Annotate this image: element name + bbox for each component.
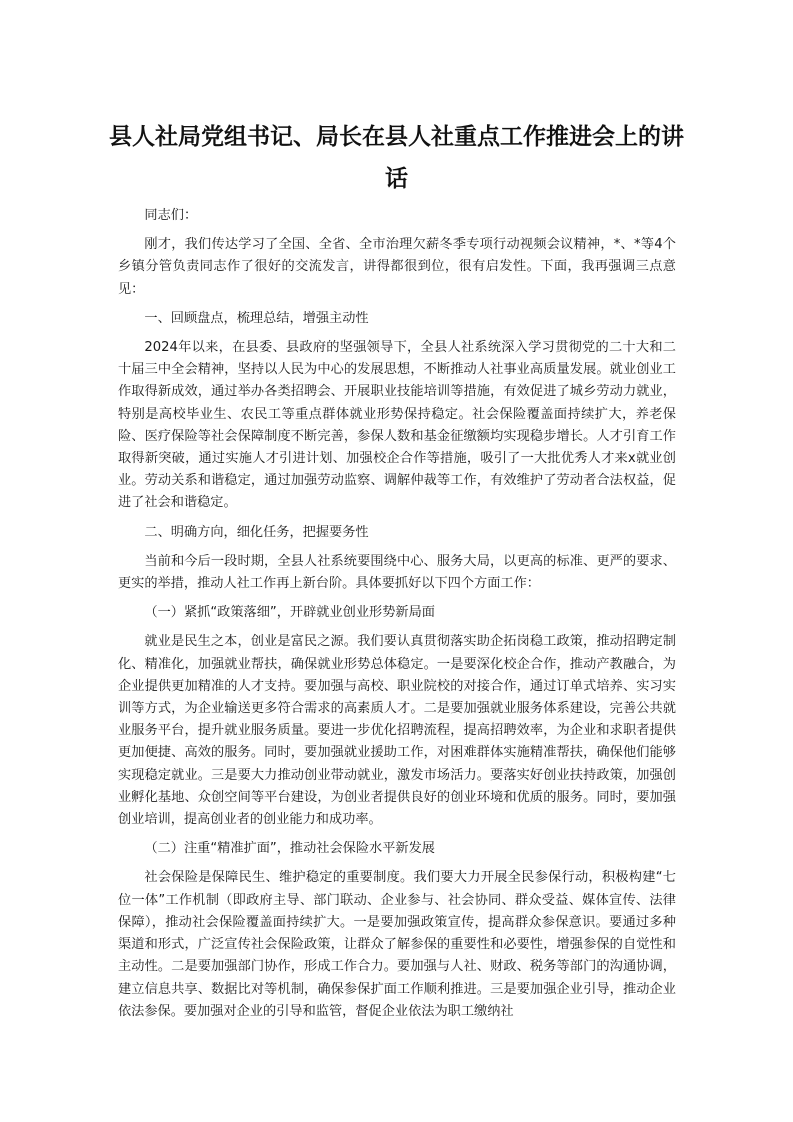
subsection-heading-1: （一）紧抓“政策落细”，开辟就业创业形势新局面 (144, 605, 435, 621)
section-heading-2: 二、明确方向，细化任务，把握要务性 (144, 524, 369, 540)
paragraph-direction: 当前和今后一段时期，全县人社系统要围绕中心、服务大局，以更高的标准、更严的要求、更实的举措，推动人社工作再上新台阶。具体要抓好以下四个方面工作： (118, 553, 676, 592)
paragraph-employment: 就业是民生之本，创业是富民之源。我们要认真贯彻落实助企拓岗稳工政策，推动招聘定制化、精准化，加强就业帮扶，确保就业形势总体稳定。一是要深化校企合作，推动产教融合，为企业提供更加精准的人才支持。要加强与高校、职业院校的对接合作，通过订单式培养、实习实训等方式，为企业输送更多符合需求的高素质人才。二是要加强就业服务体系建设，完善公共就业服务平台，提升就业服务质量。要进一步优化招聘流程，提高招聘效率，为企业和求职者提供更加便捷、高效的服务。同时，要加强就业援助工作，对困难群体实施精准帮扶，确保他们能够实现稳定就业。三是要大力推动创业带动就业，激发市场活力。要落实好创业扶持政策，加强创业孵化基地、众创空间等平台建设，为创业者提供良好的创业环境和优质的服务。同时，要加强创业培训，提高创业者的创业能力和成功率。 (118, 634, 676, 828)
salutation: 同志们： (144, 208, 198, 223)
document-body (118, 205, 676, 1030)
paragraph-intro: 刚才，我们传达学习了全国、全省、全市治理欠薪冬季专项行动视频会议精神，*、*等4个乡镇分管负责同志作了很好的交流发言，讲得都很到位，很有启发性。下面，我再强调三点意见： (118, 237, 676, 297)
section-heading-1: 一、回顾盘点，梳理总结，增强主动性 (144, 310, 369, 326)
paragraph-social-insurance: 社会保险是保障民生、维护稳定的重要制度。我们要大力开展全民参保行动，积极构建“七位一体”工作机制（即政府主导、部门联动、企业参与、社会协同、群众受益、媒体宣传、法律保障），推动社会保险覆盖面持续扩大。一是要加强政策宣传，提高群众参保意识。要通过多种渠道和形式，广泛宣传社会保险政策，让群众了解参保的重要性和必要性，增强参保的自觉性和主动性。二是要加强部门协作，形成工作合力。要加强与人社、财政、税务等部门的沟通协调，建立信息共享、数据比对等机制，确保参保扩面工作顺利推进。三是要加强企业引导，推动企业依法参保。要加强对企业的引导和监管，督促企业依法为职工缴纳社 (118, 870, 676, 1019)
document-title: 县人社局党组书记、局长在县人社重点工作推进会上的讲话 (109, 123, 684, 192)
paragraph-review: 2024年以来，在县委、县政府的坚强领导下，全县人社系统深入学习贯彻党的二十大和二十届三中全会精神，坚持以人民为中心的发展思想，不断推动人社事业高质量发展。就业创业工作取得新成效，通过举办各类招聘会、开展职业技能培训等措施，有效促进了城乡劳动力就业，特别是高校毕业生、农民工等重点群体就业形势保持稳定。社会保险覆盖面持续扩大，养老保险、医疗保险等社会保障制度不断完善，参保人数和基金征缴额均实现稳步增长。人才引育工作取得新突破，通过实施人才引进计划、加强校企合作等措施，吸引了一大批优秀人才来x就业创业。劳动关系和谐稳定，通过加强劳动监察、调解仲裁等工作，有效维护了劳动者合法权益，促进了社会和谐稳定。 (118, 340, 676, 511)
subsection-heading-2: （二）注重“精准扩面”，推动社会保险水平新发展 (144, 841, 435, 857)
